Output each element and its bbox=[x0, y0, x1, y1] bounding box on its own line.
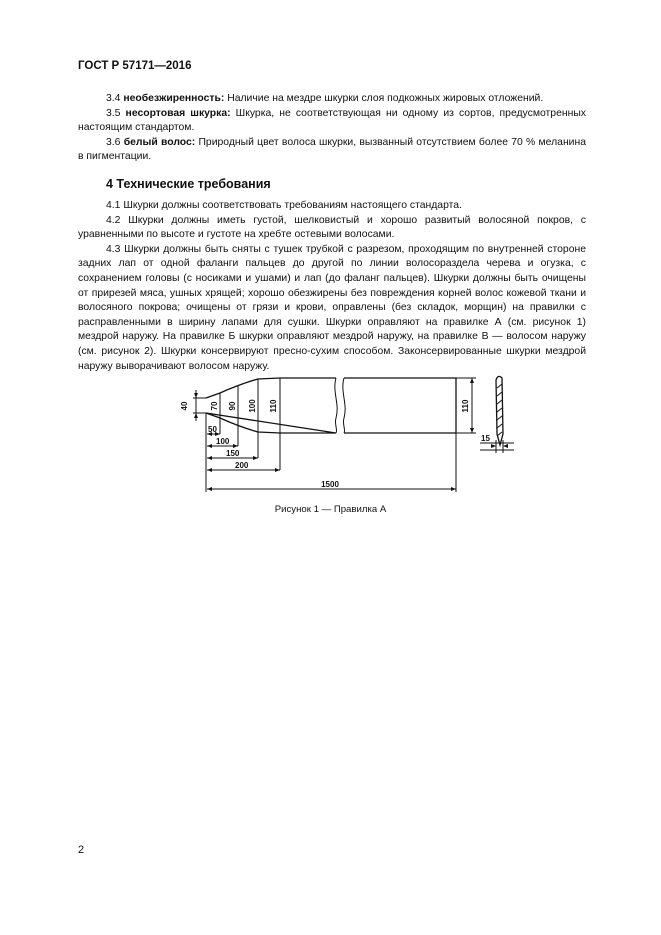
definition-3-5: 3.5 несортовая шкурка: Шкурка, не соответствующая ни одному из сортов, предусмотренных настоящим стандартом. bbox=[78, 107, 586, 134]
side-profile bbox=[496, 376, 503, 445]
section-title: 4 Технические требования bbox=[106, 177, 271, 191]
break-line-right bbox=[343, 378, 345, 433]
dim-label-40: 40 bbox=[180, 401, 189, 411]
definition-term: белый волос: bbox=[123, 136, 196, 148]
board-outline bbox=[206, 378, 456, 433]
paragraph-4-2: 4.2 Шкурки должны иметь густой, шелковистый и хорошо развитый волосяной покров, с уравненными по высоте и густоте на хребте остевыми волосами. bbox=[78, 214, 586, 241]
dim-label-1500: 1500 bbox=[321, 480, 339, 489]
definition-term: несортовая шкурка: bbox=[125, 107, 231, 119]
definition-3-4: 3.4 необезжиренность: Наличие на мездре шкурки слоя подкожных жировых отложений. bbox=[106, 93, 544, 104]
dim-label-50: 50 bbox=[208, 425, 217, 434]
break-line-left bbox=[335, 378, 337, 433]
dim-label-110-right: 110 bbox=[461, 399, 470, 413]
dim-label-110-left: 110 bbox=[269, 399, 278, 413]
definition-3-6: 3.6 белый волос: Природный цвет волоса шкурки, вызванный отсутствием более 70 % меланина в пигментации. bbox=[78, 136, 586, 163]
dim-label-15: 15 bbox=[481, 434, 490, 443]
document-header: ГОСТ Р 57171—2016 bbox=[78, 60, 192, 72]
dim-label-90: 90 bbox=[228, 401, 237, 411]
dim-label-200: 200 bbox=[235, 461, 249, 470]
paragraph-4-1: 4.1 Шкурки должны соответствовать требованиям настоящего стандарта. bbox=[106, 200, 462, 211]
definition-term: необезжиренность: bbox=[123, 93, 225, 104]
dim-label-150: 150 bbox=[226, 449, 240, 458]
dim-label-70: 70 bbox=[210, 401, 219, 411]
dim-label-100-vertical: 100 bbox=[248, 399, 257, 413]
figure-caption: Рисунок 1 — Правилка А bbox=[274, 504, 387, 515]
paragraph-4-3: 4.3 Шкурки должны быть сняты с тушек трубкой с разрезом, проходящим по внутренней стороне задних лап от одной фаланги пальцев до другой по линии волосораздела черева и огузка, с сохранением головы (с носиками и ушами) и лап (до фаланг пальцев). Шкурки должны быть очищены от прирезей мяса, ушных хрящей; хорошо обезжирены без повреждения корней волос кожевой ткани и волосяного покрова; очищены от грязи и крови, оправлены (без складок, морщин) на правилки с расправленными в ширину лапами для сушки. Шкурки оправляют на правилке А (см. рисунок 1) мездрой наружу. На правилке Б шкурки оправляют мездрой наружу, на правилке В — волосом наружу (см. рисунок 2). Шкурки консервируют пресно-сухим способом. Законсервированные шкурки мездрой наружу выворачивают волосом наружу. bbox=[78, 243, 586, 372]
dim-label-100-horizontal: 100 bbox=[216, 437, 230, 446]
page-number: 2 bbox=[78, 844, 85, 856]
